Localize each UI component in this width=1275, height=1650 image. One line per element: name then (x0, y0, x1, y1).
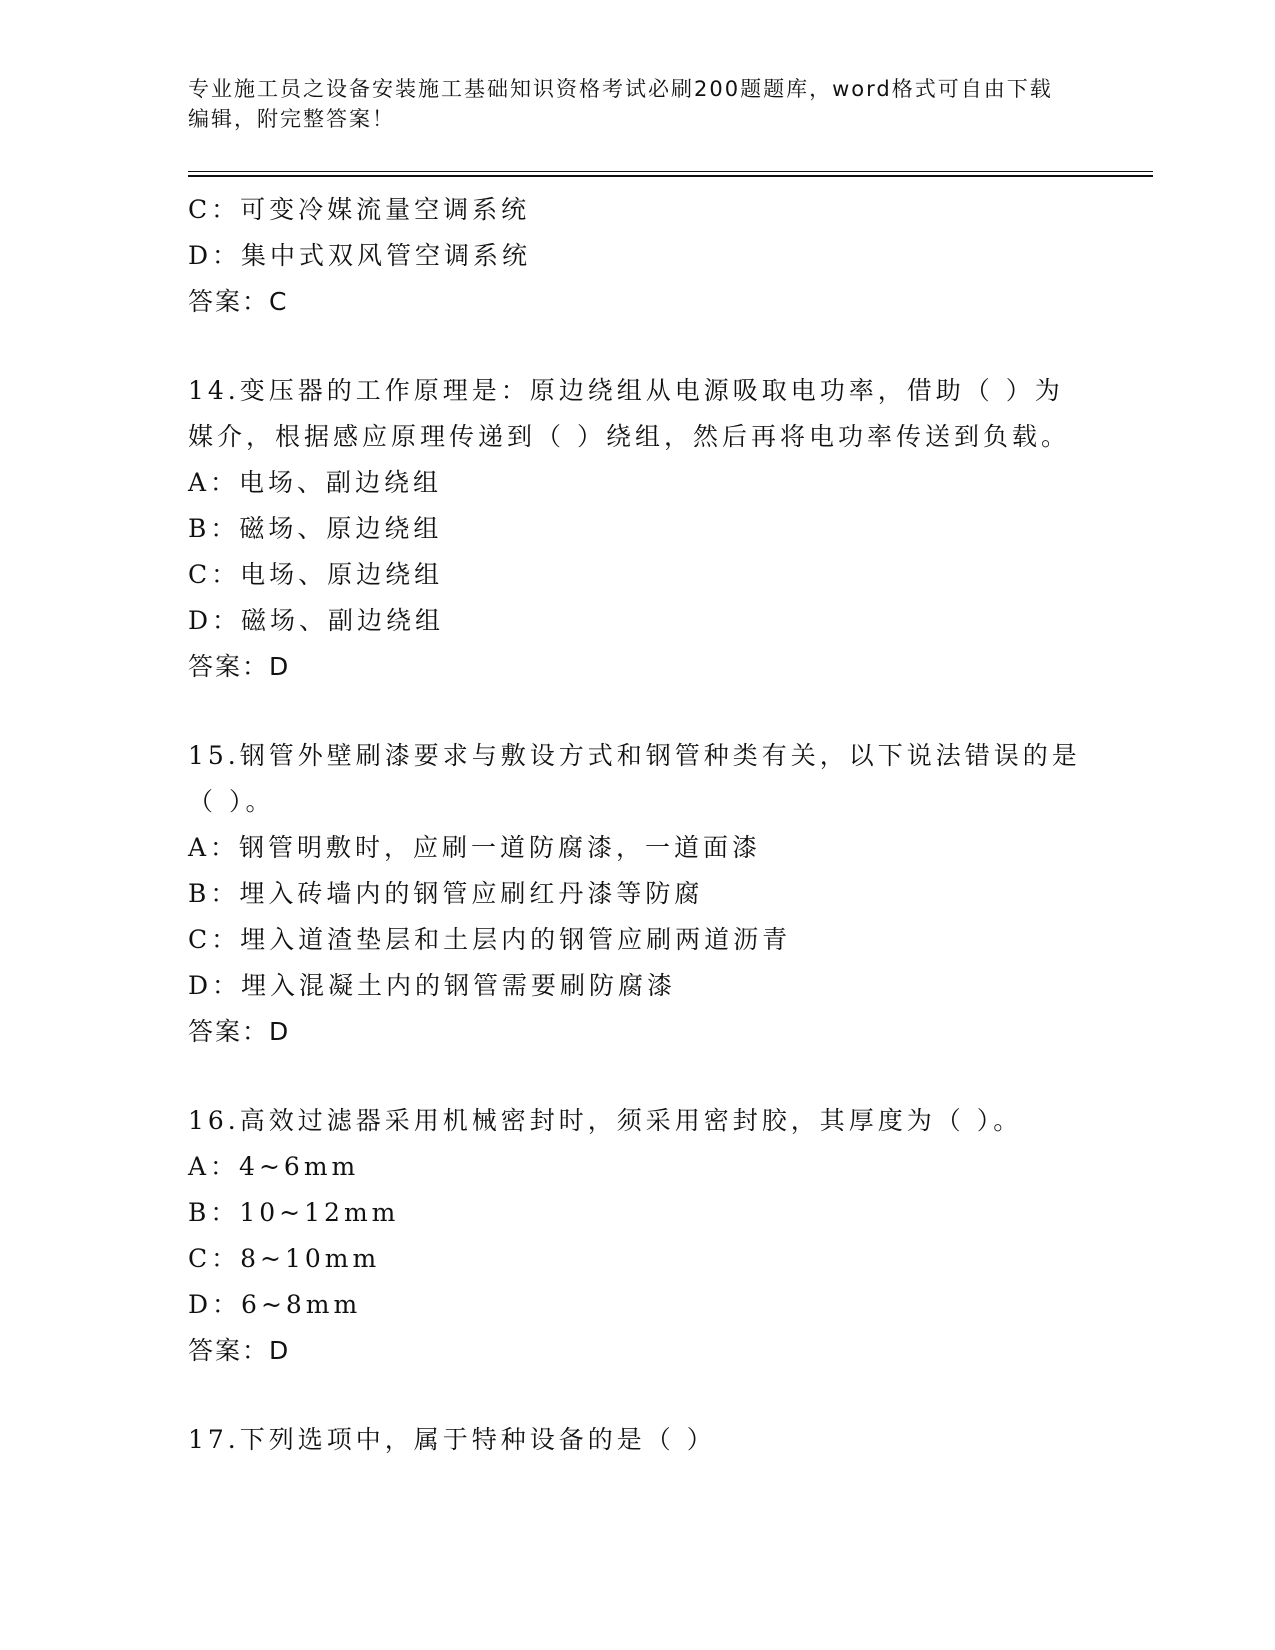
option-b: B：10~12mm (188, 1198, 400, 1227)
document-header: 专业施工员之设备安装施工基础知识资格考试必刷200题题库，word格式可自由下载编辑，附完整答案！ (188, 77, 1053, 131)
option-a: A：钢管明敷时，应刷一道防腐漆，一道面漆 (188, 833, 762, 862)
question-stem: 15.钢管外壁刷漆要求与敷设方式和钢管种类有关，以下说法错误的是（ ）。 (188, 741, 1081, 816)
question-17 (188, 1417, 1088, 1463)
answer: 答案：D (188, 1017, 291, 1046)
answer: 答案：C (188, 287, 289, 316)
answer: 答案：D (188, 1336, 291, 1365)
question-15 (188, 733, 1088, 1055)
question-stem: 16.高效过滤器采用机械密封时，须采用密封胶，其厚度为（ ）。 (188, 1106, 1023, 1135)
option-c: C：8~10mm (188, 1244, 381, 1273)
header-rule-thin (188, 171, 1153, 172)
answer: 答案：D (188, 652, 291, 681)
question-stem: 17.下列选项中，属于特种设备的是（ ） (188, 1425, 716, 1454)
option-d: D：磁场、副边绕组 (188, 606, 445, 635)
option-b: B：磁场、原边绕组 (188, 514, 443, 543)
option-a: A：4~6mm (188, 1152, 360, 1181)
header-rule-thick (188, 175, 1153, 177)
question-14 (188, 368, 1088, 690)
option-d: D：集中式双风管空调系统 (188, 241, 532, 270)
option-b: B：埋入砖墙内的钢管应刷红丹漆等防腐 (188, 879, 704, 908)
question-stem: 14.变压器的工作原理是：原边绕组从电源吸取电功率，借助（ ）为媒介，根据感应原理传递到（ ）绕组，然后再将电功率传送到负载。 (188, 376, 1070, 451)
question-16 (188, 1098, 1088, 1374)
option-d: D：埋入混凝土内的钢管需要刷防腐漆 (188, 971, 677, 1000)
option-a: A：电场、副边绕组 (188, 468, 443, 497)
question-list (188, 187, 1088, 1463)
option-c: C：埋入道渣垫层和土层内的钢管应刷两道沥青 (188, 925, 792, 954)
option-d: D：6~8mm (188, 1290, 362, 1319)
option-c: C：电场、原边绕组 (188, 560, 444, 589)
option-c: C：可变冷媒流量空调系统 (188, 195, 531, 224)
